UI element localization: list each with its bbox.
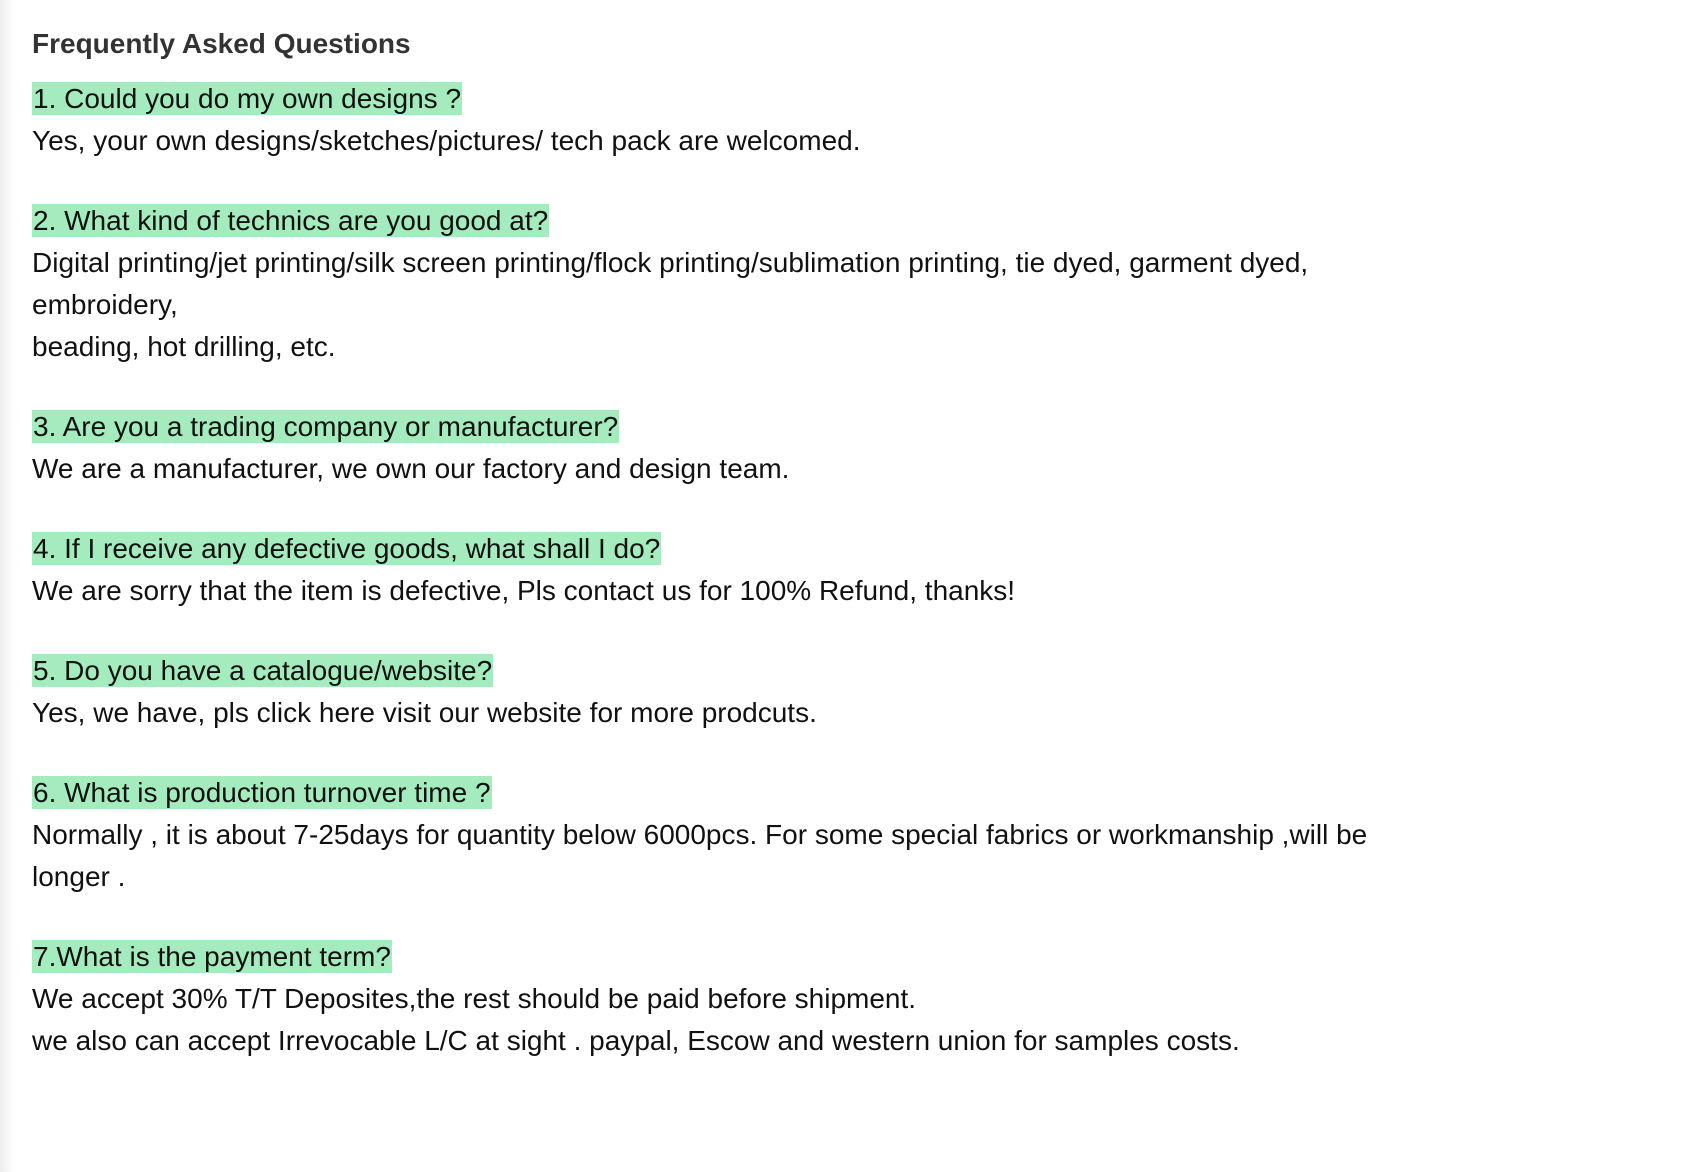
faq-answer: longer . bbox=[32, 861, 126, 892]
faq-item-3 bbox=[32, 410, 1592, 490]
faq-answer: embroidery, bbox=[32, 289, 178, 320]
faq-question: 4. If I receive any defective goods, what shall I do? bbox=[33, 533, 661, 564]
faq-answer: we also can accept Irrevocable L/C at sight . paypal, Escow and western union for samples costs. bbox=[32, 1025, 1240, 1056]
faq-item-6 bbox=[32, 776, 1592, 898]
faq-section bbox=[32, 28, 1592, 1104]
faq-question: 7.What is the payment term? bbox=[33, 941, 391, 972]
faq-answer: Yes, we have, pls click here visit our website for more prodcuts. bbox=[32, 697, 817, 728]
faq-item-1 bbox=[32, 82, 1592, 162]
faq-answer: We accept 30% T/T Deposites,the rest should be paid before shipment. bbox=[32, 983, 917, 1014]
faq-question: 2. What kind of technics are you good at? bbox=[33, 205, 549, 236]
faq-item-7 bbox=[32, 940, 1592, 1062]
faq-question: 1. Could you do my own designs ? bbox=[33, 83, 462, 114]
faq-answer: Digital printing/jet printing/silk screen printing/flock printing/sublimation printing, tie dyed, garment dyed, bbox=[32, 247, 1309, 278]
faq-item-5 bbox=[32, 654, 1592, 734]
faq-answer: We are sorry that the item is defective, Pls contact us for 100% Refund, thanks! bbox=[32, 575, 1016, 606]
left-edge-shadow bbox=[0, 0, 14, 1172]
faq-answer: Yes, your own designs/sketches/pictures/ tech pack are welcomed. bbox=[32, 125, 861, 156]
faq-answer: beading, hot drilling, etc. bbox=[32, 331, 336, 362]
faq-answer: Normally , it is about 7-25days for quantity below 6000pcs. For some special fabrics or workmanship ,will be bbox=[32, 819, 1368, 850]
faq-question: 5. Do you have a catalogue/website? bbox=[33, 655, 493, 686]
faq-answer: We are a manufacturer, we own our factory and design team. bbox=[32, 453, 790, 484]
faq-item-4 bbox=[32, 532, 1592, 612]
faq-title: Frequently Asked Questions bbox=[32, 28, 411, 59]
faq-question: 6. What is production turnover time ? bbox=[33, 777, 491, 808]
faq-item-2 bbox=[32, 204, 1592, 368]
faq-question: 3. Are you a trading company or manufacturer? bbox=[33, 411, 619, 442]
